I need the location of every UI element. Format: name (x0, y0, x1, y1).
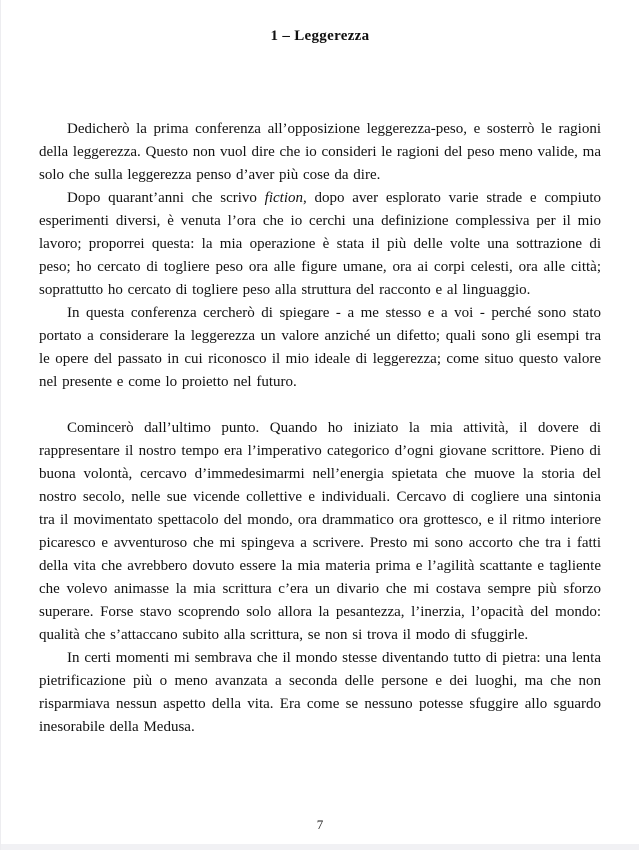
page-number: 7 (316, 817, 324, 832)
paragraph (39, 118, 601, 187)
page-bottom-edge (1, 844, 639, 850)
paragraph (39, 302, 601, 394)
text-run: In questa conferenza cercherò di spiegare - a me stesso e a voi - perché sono stato portato a considerare la leggerezza un valore anziché un difetto; quali sono gli esempi tra le opere del passato in cui riconosco il mio ideale di leggerezza; come situo questo valore nel presente e come lo proietto nel futuro. (39, 305, 601, 390)
page-content (39, 118, 601, 739)
chapter-title: 1 – Leggerezza (270, 28, 370, 44)
text-run: Dedicherò la prima conferenza all’opposizione leggerezza-peso, e sosterrò le ragioni della leggerezza. Questo non vuol dire che io consideri le ragioni del peso meno valide, ma solo che sulla leggerezza penso d’aver più cose da dire. (39, 121, 601, 183)
text-run: Dopo quarant’anni che scrivo (67, 190, 265, 206)
italic-text-run: fiction (264, 190, 303, 206)
text-run: Comincerò dall’ultimo punto. Quando ho iniziato la mia attività, il dovere di rappresentare il nostro tempo era l’imperativo categorico d’ogni giovane scrittore. Pieno di buona volontà, cercavo d’immedesimarmi nell’energia spietata che muove la storia del nostro secolo, nelle sue vicende collettive e individuali. Cercavo di cogliere una sintonia tra il movimentato spettacolo del mondo, ora drammatico ora grottesco, e il ritmo interiore picaresco e avventuroso che mi spingeva a scrivere. Presto mi sono accorto che tra i fatti della vita che avrebbero dovuto essere la mia materia prima e l’agilità scattante e tagliente che volevo animasse la mia scrittura c’era un divario che mi costava sempre più sforzo superare. Forse stavo scoprendo solo allora la pesantezza, l’inerzia, l’opacità del mondo: qualità che s’attaccano subito alla scrittura, se non si trova il modo di sfuggirle. (39, 420, 601, 643)
text-run: , dopo aver esplorato varie strade e compiuto esperimenti diversi, è venuta l’ora che io cerchi una definizione complessiva per il mio lavoro; proporrei questa: la mia operazione è stata il più delle volte una sottrazione di peso; ho cercato di togliere peso ora alle figure umane, ora ai corpi celesti, ora alle città; soprattutto ho cercato di togliere peso alla struttura del racconto e al linguaggio. (39, 190, 602, 298)
text-run: In certi momenti mi sembrava che il mondo stesse diventando tutto di pietra: una lenta pietrificazione più o meno avanzata a seconda delle persone e dei luoghi, ma che non risparmiava nessun aspetto della vita. Era come se nessuno potesse sfuggire allo sguardo inesorabile della Medusa. (39, 650, 601, 735)
paragraph (39, 187, 601, 302)
paragraph (39, 417, 601, 647)
paragraph (39, 647, 601, 739)
